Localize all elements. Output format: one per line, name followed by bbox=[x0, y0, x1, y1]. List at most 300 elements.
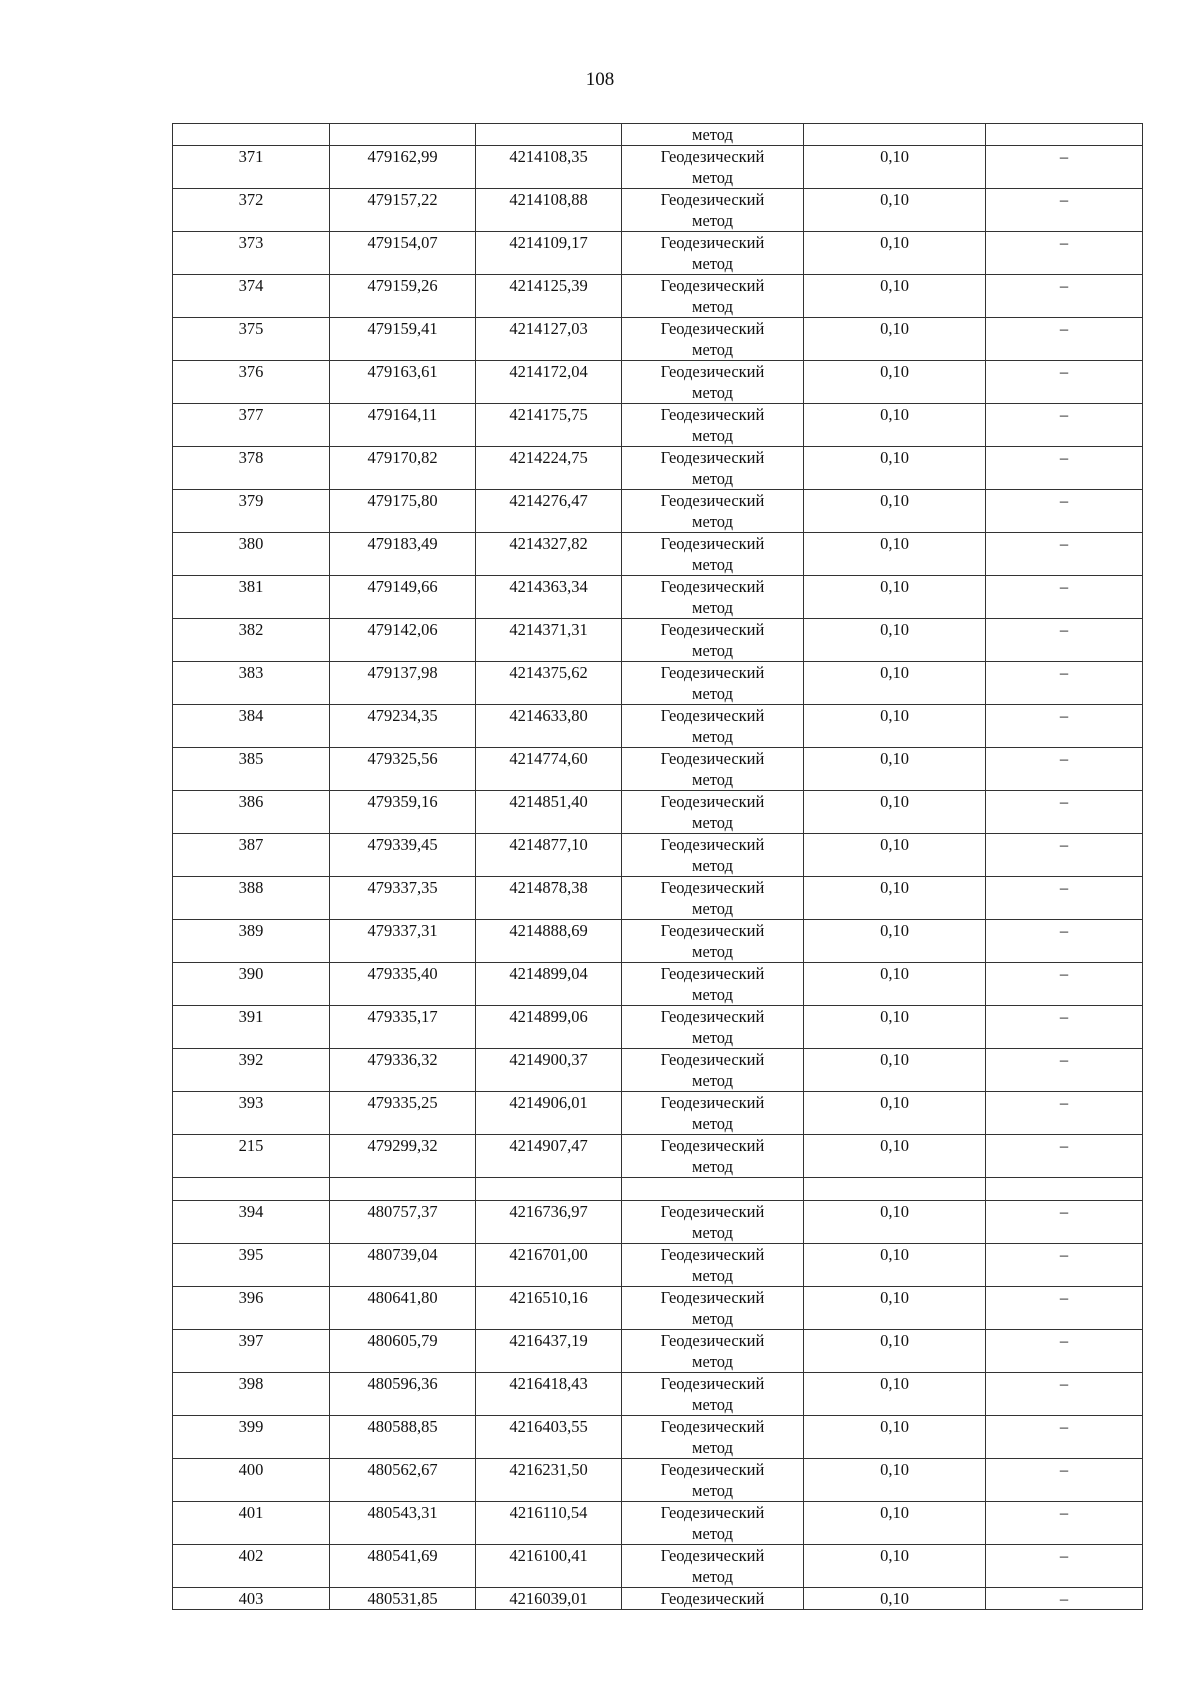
note-cell: – bbox=[986, 705, 1143, 748]
method-cell bbox=[622, 1330, 804, 1373]
method-line-1: Геодезический bbox=[660, 1050, 765, 1069]
method-cell bbox=[622, 490, 804, 533]
point-number-cell: 402 bbox=[173, 1545, 330, 1588]
table-row bbox=[173, 533, 1143, 576]
x-coordinate-cell: 479154,07 bbox=[330, 232, 476, 275]
y-coordinate-cell: 4214276,47 bbox=[476, 490, 622, 533]
method-line-1: Геодезический bbox=[660, 1202, 765, 1221]
table-row bbox=[173, 877, 1143, 920]
accuracy-cell: 0,10 bbox=[804, 232, 986, 275]
method-cell bbox=[622, 1373, 804, 1416]
y-coordinate-cell: 4216418,43 bbox=[476, 1373, 622, 1416]
method-line-2: метод bbox=[692, 1567, 733, 1586]
method-line-2: метод bbox=[692, 1114, 733, 1133]
point-number-cell: 390 bbox=[173, 963, 330, 1006]
table-cell bbox=[330, 124, 476, 146]
x-coordinate-cell: 479163,61 bbox=[330, 361, 476, 404]
table-cell bbox=[804, 124, 986, 146]
note-cell: – bbox=[986, 275, 1143, 318]
accuracy-cell: 0,10 bbox=[804, 1416, 986, 1459]
method-line-2: метод bbox=[692, 512, 733, 531]
method-cell bbox=[622, 662, 804, 705]
coordinates-table-body bbox=[173, 124, 1143, 1610]
x-coordinate-cell: 480605,79 bbox=[330, 1330, 476, 1373]
table-row bbox=[173, 1459, 1143, 1502]
table-row bbox=[173, 576, 1143, 619]
method-line-1: Геодезический bbox=[660, 1007, 765, 1026]
table-row bbox=[173, 1135, 1143, 1178]
method-cell bbox=[622, 1459, 804, 1502]
point-number-cell: 400 bbox=[173, 1459, 330, 1502]
table-row bbox=[173, 404, 1143, 447]
table-row bbox=[173, 1330, 1143, 1373]
method-line-2: метод bbox=[692, 727, 733, 746]
accuracy-cell: 0,10 bbox=[804, 576, 986, 619]
method-line-2: метод bbox=[692, 168, 733, 187]
point-number-cell: 394 bbox=[173, 1201, 330, 1244]
table-cell bbox=[986, 1178, 1143, 1201]
method-line-2: метод bbox=[692, 383, 733, 402]
x-coordinate-cell: 479157,22 bbox=[330, 189, 476, 232]
method-cell bbox=[622, 619, 804, 662]
y-coordinate-cell: 4214375,62 bbox=[476, 662, 622, 705]
method-line-1: Геодезический bbox=[660, 835, 765, 854]
method-cell bbox=[622, 404, 804, 447]
table-row bbox=[173, 619, 1143, 662]
y-coordinate-cell: 4216701,00 bbox=[476, 1244, 622, 1287]
method-cell bbox=[622, 318, 804, 361]
note-cell: – bbox=[986, 361, 1143, 404]
accuracy-cell: 0,10 bbox=[804, 146, 986, 189]
y-coordinate-cell: 4216110,54 bbox=[476, 1502, 622, 1545]
point-number-cell: 374 bbox=[173, 275, 330, 318]
point-number-cell: 375 bbox=[173, 318, 330, 361]
note-cell: – bbox=[986, 490, 1143, 533]
table-continuation-row bbox=[173, 124, 1143, 146]
method-cell bbox=[622, 232, 804, 275]
table-row bbox=[173, 791, 1143, 834]
method-cell bbox=[622, 791, 804, 834]
method-cell bbox=[622, 275, 804, 318]
table-row bbox=[173, 662, 1143, 705]
point-number-cell: 393 bbox=[173, 1092, 330, 1135]
method-line-1: Геодезический bbox=[660, 1288, 765, 1307]
y-coordinate-cell: 4214108,88 bbox=[476, 189, 622, 232]
method-cell bbox=[622, 834, 804, 877]
table-row bbox=[173, 318, 1143, 361]
y-coordinate-cell: 4216403,55 bbox=[476, 1416, 622, 1459]
accuracy-cell: 0,10 bbox=[804, 1006, 986, 1049]
x-coordinate-cell: 479359,16 bbox=[330, 791, 476, 834]
accuracy-cell: 0,10 bbox=[804, 791, 986, 834]
x-coordinate-cell: 480543,31 bbox=[330, 1502, 476, 1545]
accuracy-cell: 0,10 bbox=[804, 920, 986, 963]
x-coordinate-cell: 479234,35 bbox=[330, 705, 476, 748]
accuracy-cell: 0,10 bbox=[804, 1459, 986, 1502]
table-cell bbox=[476, 1178, 622, 1201]
note-cell: – bbox=[986, 877, 1143, 920]
table-row bbox=[173, 1287, 1143, 1330]
x-coordinate-cell: 480562,67 bbox=[330, 1459, 476, 1502]
table-row bbox=[173, 361, 1143, 404]
note-cell: – bbox=[986, 791, 1143, 834]
point-number-cell: 395 bbox=[173, 1244, 330, 1287]
method-line-2: метод bbox=[692, 856, 733, 875]
x-coordinate-cell: 479337,35 bbox=[330, 877, 476, 920]
page-number: 108 bbox=[585, 69, 615, 90]
accuracy-cell: 0,10 bbox=[804, 1201, 986, 1244]
method-line-1: Геодезический bbox=[660, 1503, 765, 1522]
method-line-2: метод bbox=[692, 340, 733, 359]
point-number-cell: 380 bbox=[173, 533, 330, 576]
method-cell bbox=[622, 1287, 804, 1330]
table-row bbox=[173, 447, 1143, 490]
accuracy-cell: 0,10 bbox=[804, 877, 986, 920]
note-cell: – bbox=[986, 404, 1143, 447]
accuracy-cell: 0,10 bbox=[804, 189, 986, 232]
method-line-1: Геодезический bbox=[660, 1136, 765, 1155]
note-cell: – bbox=[986, 834, 1143, 877]
method-line-1: Геодезический bbox=[660, 491, 765, 510]
x-coordinate-cell: 479335,25 bbox=[330, 1092, 476, 1135]
table-row bbox=[173, 920, 1143, 963]
accuracy-cell: 0,10 bbox=[804, 318, 986, 361]
table-row bbox=[173, 1092, 1143, 1135]
method-line-1: Геодезический bbox=[660, 964, 765, 983]
x-coordinate-cell: 479137,98 bbox=[330, 662, 476, 705]
y-coordinate-cell: 4214327,82 bbox=[476, 533, 622, 576]
table-row bbox=[173, 1006, 1143, 1049]
accuracy-cell: 0,10 bbox=[804, 1545, 986, 1588]
y-coordinate-cell: 4214888,69 bbox=[476, 920, 622, 963]
note-cell: – bbox=[986, 232, 1143, 275]
table-cell bbox=[173, 1178, 330, 1201]
method-line-1: Геодезический bbox=[660, 319, 765, 338]
y-coordinate-cell: 4216039,01 bbox=[476, 1588, 622, 1610]
point-number-cell: 398 bbox=[173, 1373, 330, 1416]
table-row bbox=[173, 748, 1143, 791]
method-line-2: метод bbox=[692, 598, 733, 617]
accuracy-cell: 0,10 bbox=[804, 1135, 986, 1178]
x-coordinate-cell: 480588,85 bbox=[330, 1416, 476, 1459]
point-number-cell: 382 bbox=[173, 619, 330, 662]
x-coordinate-cell: 479299,32 bbox=[330, 1135, 476, 1178]
method-line-1: Геодезический bbox=[660, 663, 765, 682]
method-line-1: Геодезический bbox=[660, 276, 765, 295]
note-cell: – bbox=[986, 1330, 1143, 1373]
x-coordinate-cell: 479183,49 bbox=[330, 533, 476, 576]
accuracy-cell: 0,10 bbox=[804, 490, 986, 533]
table-cell bbox=[986, 124, 1143, 146]
x-coordinate-cell: 479335,17 bbox=[330, 1006, 476, 1049]
note-cell: – bbox=[986, 1502, 1143, 1545]
accuracy-cell: 0,10 bbox=[804, 533, 986, 576]
x-coordinate-cell: 479162,99 bbox=[330, 146, 476, 189]
table-cell bbox=[804, 1178, 986, 1201]
method-line-1: Геодезический bbox=[660, 1374, 765, 1393]
point-number-cell: 387 bbox=[173, 834, 330, 877]
point-number-cell: 373 bbox=[173, 232, 330, 275]
note-cell: – bbox=[986, 619, 1143, 662]
table-row bbox=[173, 705, 1143, 748]
method-line-1: Геодезический bbox=[660, 792, 765, 811]
method-line-2: метод bbox=[692, 1309, 733, 1328]
point-number-cell: 215 bbox=[173, 1135, 330, 1178]
note-cell: – bbox=[986, 1244, 1143, 1287]
accuracy-cell: 0,10 bbox=[804, 404, 986, 447]
x-coordinate-cell: 479149,66 bbox=[330, 576, 476, 619]
accuracy-cell: 0,10 bbox=[804, 1092, 986, 1135]
x-coordinate-cell: 480739,04 bbox=[330, 1244, 476, 1287]
table-row bbox=[173, 146, 1143, 189]
note-cell: – bbox=[986, 1373, 1143, 1416]
note-cell: – bbox=[986, 1092, 1143, 1135]
method-line-2: метод bbox=[692, 1266, 733, 1285]
method-line-1: Геодезический bbox=[660, 1546, 765, 1565]
x-coordinate-cell: 479159,26 bbox=[330, 275, 476, 318]
method-line-1: Геодезический bbox=[660, 749, 765, 768]
accuracy-cell: 0,10 bbox=[804, 1287, 986, 1330]
point-number-cell: 388 bbox=[173, 877, 330, 920]
method-cell bbox=[622, 1244, 804, 1287]
method-line-2: метод bbox=[692, 684, 733, 703]
table-row bbox=[173, 1201, 1143, 1244]
y-coordinate-cell: 4216736,97 bbox=[476, 1201, 622, 1244]
method-line-1: Геодезический bbox=[660, 577, 765, 596]
table-row bbox=[173, 963, 1143, 1006]
table-cell bbox=[476, 124, 622, 146]
note-cell: – bbox=[986, 533, 1143, 576]
method-line-2: метод bbox=[692, 985, 733, 1004]
table-row bbox=[173, 275, 1143, 318]
method-line-2: метод bbox=[692, 1028, 733, 1047]
point-number-cell: 383 bbox=[173, 662, 330, 705]
method-cell bbox=[622, 1006, 804, 1049]
accuracy-cell: 0,10 bbox=[804, 662, 986, 705]
method-cell bbox=[622, 705, 804, 748]
method-cell bbox=[622, 920, 804, 963]
y-coordinate-cell: 4214877,10 bbox=[476, 834, 622, 877]
x-coordinate-cell: 480541,69 bbox=[330, 1545, 476, 1588]
x-coordinate-cell: 480596,36 bbox=[330, 1373, 476, 1416]
method-line-1: Геодезический bbox=[660, 706, 765, 725]
method-line-2: метод bbox=[692, 942, 733, 961]
y-coordinate-cell: 4214172,04 bbox=[476, 361, 622, 404]
y-coordinate-cell: 4216510,16 bbox=[476, 1287, 622, 1330]
y-coordinate-cell: 4214907,47 bbox=[476, 1135, 622, 1178]
note-cell: – bbox=[986, 1588, 1143, 1610]
method-cell bbox=[622, 361, 804, 404]
table-row bbox=[173, 1545, 1143, 1588]
table-row bbox=[173, 232, 1143, 275]
x-coordinate-cell: 479339,45 bbox=[330, 834, 476, 877]
method-line-1: Геодезический bbox=[660, 534, 765, 553]
table-row bbox=[173, 189, 1143, 232]
method-line-2: метод bbox=[692, 1223, 733, 1242]
method-line-2: метод bbox=[692, 770, 733, 789]
method-line-1: Геодезический bbox=[660, 362, 765, 381]
x-coordinate-cell: 479170,82 bbox=[330, 447, 476, 490]
x-coordinate-cell: 479325,56 bbox=[330, 748, 476, 791]
method-cell bbox=[622, 1135, 804, 1178]
y-coordinate-cell: 4214371,31 bbox=[476, 619, 622, 662]
method-cell bbox=[622, 1201, 804, 1244]
accuracy-cell: 0,10 bbox=[804, 748, 986, 791]
method-cell bbox=[622, 963, 804, 1006]
accuracy-cell: 0,10 bbox=[804, 705, 986, 748]
note-cell: – bbox=[986, 189, 1143, 232]
y-coordinate-cell: 4214899,04 bbox=[476, 963, 622, 1006]
point-number-cell: 392 bbox=[173, 1049, 330, 1092]
method-cell bbox=[622, 447, 804, 490]
method-line-2: метод bbox=[692, 211, 733, 230]
y-coordinate-cell: 4214899,06 bbox=[476, 1006, 622, 1049]
method-line-1: Геодезический bbox=[660, 448, 765, 467]
y-coordinate-cell: 4214878,38 bbox=[476, 877, 622, 920]
method-line-2: метод bbox=[692, 1395, 733, 1414]
table-row bbox=[173, 1373, 1143, 1416]
x-coordinate-cell: 480641,80 bbox=[330, 1287, 476, 1330]
accuracy-cell: 0,10 bbox=[804, 834, 986, 877]
y-coordinate-cell: 4214175,75 bbox=[476, 404, 622, 447]
method-line-1: Геодезический bbox=[660, 1331, 765, 1350]
method-line-2: метод bbox=[692, 297, 733, 316]
note-cell: – bbox=[986, 1287, 1143, 1330]
point-number-cell: 377 bbox=[173, 404, 330, 447]
method-line-1: Геодезический bbox=[660, 878, 765, 897]
method-cell bbox=[622, 1092, 804, 1135]
method-line-2: метод bbox=[692, 1352, 733, 1371]
method-line-2: метод bbox=[692, 469, 733, 488]
method-line-1: Геодезический bbox=[660, 620, 765, 639]
method-line-2: метод bbox=[692, 426, 733, 445]
y-coordinate-cell: 4214774,60 bbox=[476, 748, 622, 791]
coordinates-table bbox=[172, 123, 1143, 1610]
y-coordinate-cell: 4216100,41 bbox=[476, 1545, 622, 1588]
point-number-cell: 376 bbox=[173, 361, 330, 404]
method-line-1: Геодезический bbox=[660, 1093, 765, 1112]
note-cell: – bbox=[986, 1459, 1143, 1502]
x-coordinate-cell: 479164,11 bbox=[330, 404, 476, 447]
x-coordinate-cell: 479337,31 bbox=[330, 920, 476, 963]
method-line-1: Геодезический bbox=[660, 1417, 765, 1436]
table-row bbox=[173, 1502, 1143, 1545]
point-number-cell: 379 bbox=[173, 490, 330, 533]
point-number-cell: 403 bbox=[173, 1588, 330, 1610]
note-cell: – bbox=[986, 1545, 1143, 1588]
method-line-2: метод bbox=[692, 1157, 733, 1176]
accuracy-cell: 0,10 bbox=[804, 1049, 986, 1092]
y-coordinate-cell: 4214851,40 bbox=[476, 791, 622, 834]
x-coordinate-cell: 479142,06 bbox=[330, 619, 476, 662]
accuracy-cell: 0,10 bbox=[804, 1588, 986, 1610]
table-separator-row bbox=[173, 1178, 1143, 1201]
table-row bbox=[173, 1049, 1143, 1092]
accuracy-cell: 0,10 bbox=[804, 361, 986, 404]
y-coordinate-cell: 4214109,17 bbox=[476, 232, 622, 275]
point-number-cell: 381 bbox=[173, 576, 330, 619]
point-number-cell: 385 bbox=[173, 748, 330, 791]
method-line-2: метод bbox=[692, 813, 733, 832]
accuracy-cell: 0,10 bbox=[804, 1373, 986, 1416]
method-cell bbox=[622, 1545, 804, 1588]
x-coordinate-cell: 479175,80 bbox=[330, 490, 476, 533]
point-number-cell: 401 bbox=[173, 1502, 330, 1545]
y-coordinate-cell: 4214363,34 bbox=[476, 576, 622, 619]
note-cell: – bbox=[986, 1049, 1143, 1092]
method-line-2: метод bbox=[692, 1481, 733, 1500]
accuracy-cell: 0,10 bbox=[804, 619, 986, 662]
table-row bbox=[173, 1244, 1143, 1287]
y-coordinate-cell: 4214900,37 bbox=[476, 1049, 622, 1092]
method-line-2: метод bbox=[692, 641, 733, 660]
method-line-1: Геодезический bbox=[660, 1460, 765, 1479]
table-row bbox=[173, 834, 1143, 877]
method-cell bbox=[622, 576, 804, 619]
method-line-2: метод bbox=[692, 555, 733, 574]
y-coordinate-cell: 4214224,75 bbox=[476, 447, 622, 490]
method-cell bbox=[622, 748, 804, 791]
method-cell bbox=[622, 189, 804, 232]
accuracy-cell: 0,10 bbox=[804, 1244, 986, 1287]
note-cell: – bbox=[986, 318, 1143, 361]
accuracy-cell: 0,10 bbox=[804, 963, 986, 1006]
accuracy-cell: 0,10 bbox=[804, 275, 986, 318]
point-number-cell: 399 bbox=[173, 1416, 330, 1459]
x-coordinate-cell: 479159,41 bbox=[330, 318, 476, 361]
point-number-cell: 389 bbox=[173, 920, 330, 963]
method-line-2: метод bbox=[692, 1524, 733, 1543]
accuracy-cell: 0,10 bbox=[804, 1330, 986, 1373]
accuracy-cell: 0,10 bbox=[804, 447, 986, 490]
point-number-cell: 378 bbox=[173, 447, 330, 490]
method-cell bbox=[622, 1588, 804, 1610]
method-cell bbox=[622, 1049, 804, 1092]
method-cell bbox=[622, 877, 804, 920]
method-line-2: метод bbox=[692, 899, 733, 918]
point-number-cell: 397 bbox=[173, 1330, 330, 1373]
x-coordinate-cell: 480757,37 bbox=[330, 1201, 476, 1244]
table-cell bbox=[330, 1178, 476, 1201]
method-line-1: Геодезический bbox=[660, 233, 765, 252]
y-coordinate-cell: 4214108,35 bbox=[476, 146, 622, 189]
table-row bbox=[173, 1416, 1143, 1459]
point-number-cell: 386 bbox=[173, 791, 330, 834]
y-coordinate-cell: 4214125,39 bbox=[476, 275, 622, 318]
y-coordinate-cell: 4214633,80 bbox=[476, 705, 622, 748]
y-coordinate-cell: 4214906,01 bbox=[476, 1092, 622, 1135]
table-cell bbox=[622, 1178, 804, 1201]
method-line-2: метод bbox=[692, 254, 733, 273]
note-cell: – bbox=[986, 662, 1143, 705]
note-cell: – bbox=[986, 1201, 1143, 1244]
note-cell: – bbox=[986, 447, 1143, 490]
x-coordinate-cell: 480531,85 bbox=[330, 1588, 476, 1610]
y-coordinate-cell: 4214127,03 bbox=[476, 318, 622, 361]
method-cell bbox=[622, 533, 804, 576]
x-coordinate-cell: 479336,32 bbox=[330, 1049, 476, 1092]
point-number-cell: 391 bbox=[173, 1006, 330, 1049]
method-line-1: Геодезический bbox=[660, 405, 765, 424]
point-number-cell: 372 bbox=[173, 189, 330, 232]
method-cell bbox=[622, 146, 804, 189]
method-line-2: метод bbox=[692, 1071, 733, 1090]
point-number-cell: 384 bbox=[173, 705, 330, 748]
table-row bbox=[173, 1588, 1143, 1610]
note-cell: – bbox=[986, 146, 1143, 189]
table-row bbox=[173, 490, 1143, 533]
method-line-1: Геодезический bbox=[660, 147, 765, 166]
